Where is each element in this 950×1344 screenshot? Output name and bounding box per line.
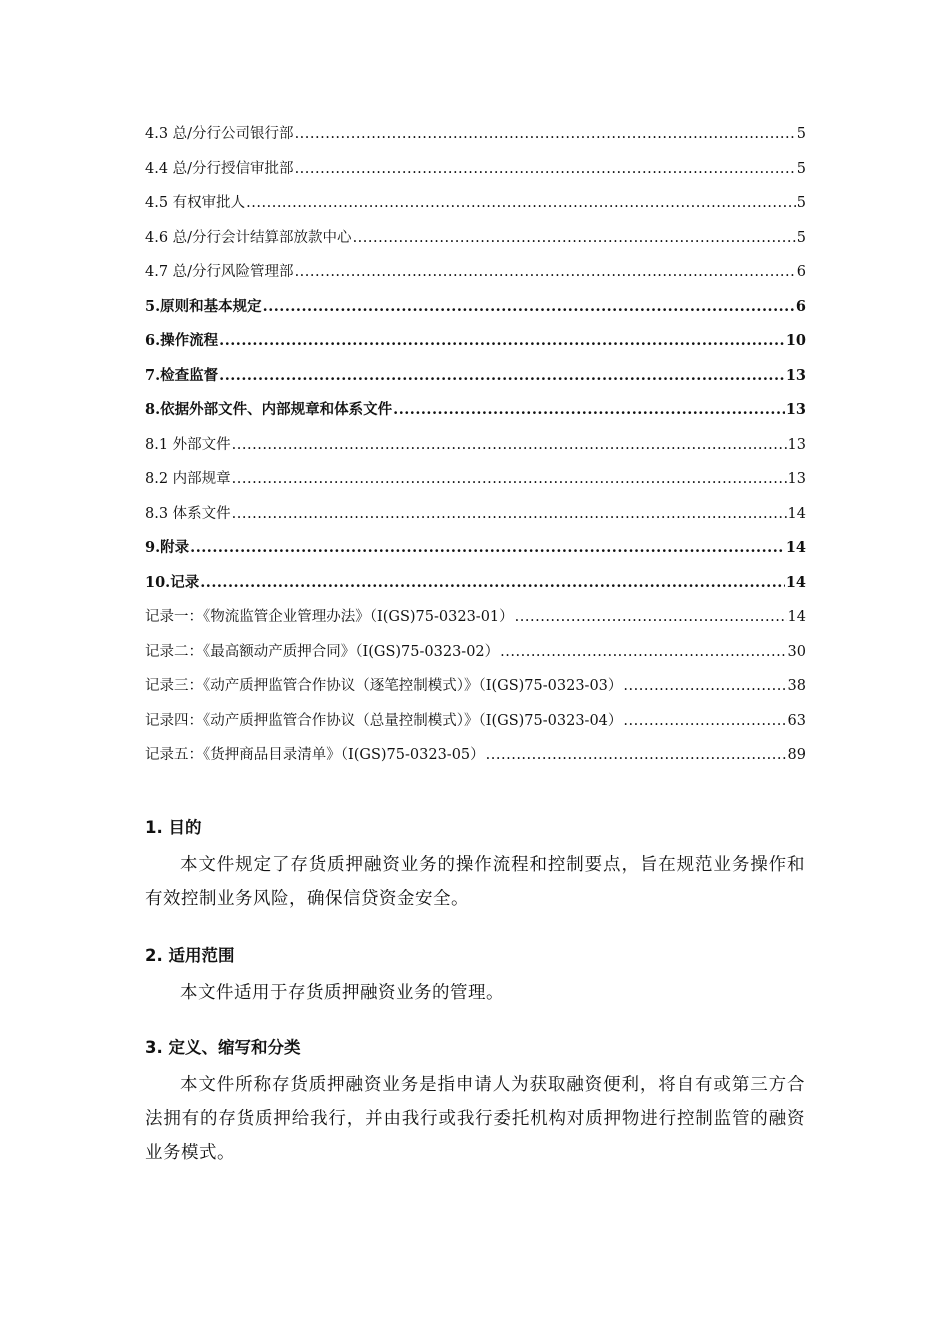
- toc-leader-dots: [486, 748, 787, 763]
- section-purpose: [145, 816, 805, 916]
- toc-entry-page: 10: [785, 332, 806, 349]
- toc-entry-page: 14: [785, 539, 806, 556]
- toc-entry-page: 6: [795, 297, 806, 315]
- toc-leader-dots: [263, 300, 795, 315]
- toc-leader-dots: [295, 127, 796, 142]
- toc-leader-dots: [623, 679, 786, 694]
- toc-leader-dots: [219, 334, 785, 349]
- toc-entry[interactable]: [145, 265, 806, 300]
- toc-entry-label: 8.1 外部文件: [145, 436, 231, 453]
- toc-entry-page: 13: [785, 366, 806, 384]
- toc-leader-dots: [515, 610, 787, 625]
- toc-entry[interactable]: [145, 162, 806, 197]
- toc-leader-dots: [393, 403, 785, 418]
- section-heading: 3. 定义、缩写和分类: [145, 1038, 301, 1057]
- toc-leader-dots: [232, 472, 787, 487]
- toc-entry-page: 30: [787, 643, 806, 660]
- toc-entry-label: 4.5 有权审批人: [145, 195, 246, 211]
- section-paragraph: 本文件所称存货质押融资业务是指申请人为获取融资便利，将自有或第三方合法拥有的存货质押给我行，并由我行或我行委托机构对质押物进行控制监管的融资业务模式。: [145, 1075, 805, 1163]
- toc-leader-dots: [295, 265, 796, 280]
- toc-entry[interactable]: [145, 438, 806, 473]
- toc-entry[interactable]: [145, 196, 806, 231]
- toc-entry[interactable]: [145, 645, 806, 680]
- toc-entry-label: 4.7 总/分行风险管理部: [145, 264, 294, 280]
- toc-entry[interactable]: [145, 573, 806, 611]
- toc-entry-page: 13: [787, 471, 806, 487]
- toc-leader-dots: [353, 231, 796, 246]
- section-definitions: [145, 1036, 805, 1170]
- section-heading: 2. 适用范围: [145, 946, 235, 965]
- toc-entry-label: 8.3 体系文件: [145, 505, 231, 522]
- toc-entry-label: 9.附录: [145, 539, 190, 556]
- toc-entry-label: 记录四：《动产质押监管合作协议（总量控制模式）》（I(GS)75-0323-04）: [145, 712, 623, 729]
- toc-entry-label: 记录三：《动产质押监管合作协议（逐笔控制模式）》（I(GS)75-0323-03）: [145, 678, 623, 694]
- toc-entry-page: 5: [796, 195, 806, 211]
- toc-entry-label: 10.记录: [145, 573, 200, 591]
- toc-entry-label: 4.6 总/分行会计结算部放款中心: [145, 229, 352, 246]
- toc-leader-dots: [232, 507, 787, 522]
- toc-entry[interactable]: [145, 679, 806, 714]
- toc-entry-label: 记录五：《货押商品目录清单》（I(GS)75-0323-05）: [145, 747, 485, 763]
- toc-entry-label: 7.检查监督: [145, 366, 219, 384]
- toc-entry-page: 89: [787, 747, 806, 763]
- toc-entry-page: 14: [785, 573, 806, 591]
- toc-leader-dots: [219, 369, 785, 384]
- toc-entry-page: 63: [787, 712, 806, 729]
- table-of-contents: [145, 127, 806, 783]
- toc-entry-label: 6.操作流程: [145, 332, 219, 349]
- toc-entry[interactable]: [145, 610, 806, 645]
- toc-entry-page: 6: [796, 264, 806, 280]
- toc-entry[interactable]: [145, 231, 806, 266]
- toc-entry-page: 14: [787, 609, 806, 625]
- toc-leader-dots: [200, 576, 785, 591]
- toc-leader-dots: [246, 196, 796, 211]
- toc-entry[interactable]: [145, 403, 806, 438]
- section-scope: [145, 944, 805, 1010]
- toc-entry[interactable]: [145, 748, 806, 783]
- toc-leader-dots: [295, 162, 796, 177]
- toc-leader-dots: [623, 714, 786, 729]
- toc-entry[interactable]: [145, 334, 806, 369]
- toc-entry-label: 5.原则和基本规定: [145, 297, 262, 315]
- toc-entry-label: 记录二：《最高额动产质押合同》（I(GS)75-0323-02）: [145, 643, 500, 660]
- toc-entry[interactable]: [145, 507, 806, 542]
- toc-entry-page: 13: [785, 401, 806, 418]
- toc-entry-page: 5: [796, 126, 806, 142]
- toc-entry[interactable]: [145, 541, 806, 576]
- toc-entry-label: 8.2 内部规章: [145, 471, 231, 487]
- toc-entry-page: 5: [796, 160, 806, 177]
- toc-entry-page: 14: [787, 505, 806, 522]
- section-heading: 1. 目的: [145, 818, 202, 837]
- toc-entry-label: 记录一：《物流监管企业管理办法》（I(GS)75-0323-01）: [145, 609, 514, 625]
- toc-entry-page: 13: [787, 436, 806, 453]
- toc-entry[interactable]: [145, 127, 806, 162]
- section-paragraph: 本文件规定了存货质押融资业务的操作流程和控制要点，旨在规范业务操作和有效控制业务风险，确保信贷资金安全。: [145, 855, 805, 909]
- toc-leader-dots: [232, 438, 787, 453]
- toc-entry[interactable]: [145, 714, 806, 749]
- toc-leader-dots: [190, 541, 785, 556]
- section-paragraph: 本文件适用于存货质押融资业务的管理。: [180, 983, 504, 1003]
- toc-entry[interactable]: [145, 297, 806, 335]
- toc-entry-label: 8.依据外部文件、内部规章和体系文件: [145, 401, 393, 418]
- toc-entry-page: 5: [796, 229, 806, 246]
- toc-entry-page: 38: [787, 678, 806, 694]
- toc-entry[interactable]: [145, 366, 806, 404]
- toc-entry[interactable]: [145, 472, 806, 507]
- toc-leader-dots: [500, 645, 786, 660]
- toc-entry-label: 4.4 总/分行授信审批部: [145, 160, 294, 177]
- toc-entry-label: 4.3 总/分行公司银行部: [145, 126, 294, 142]
